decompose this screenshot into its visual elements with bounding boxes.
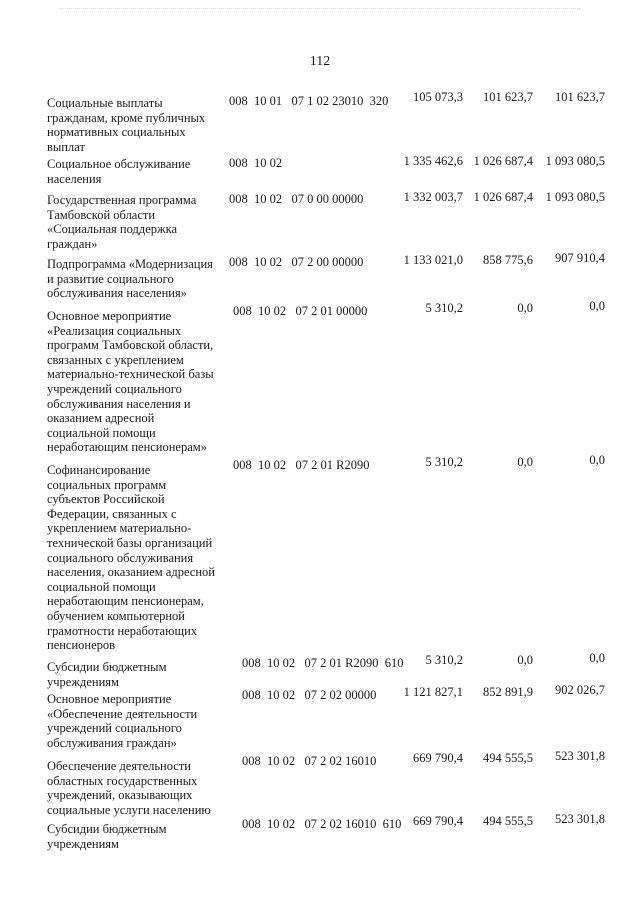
row-code: 008 10 02 07 2 02 00000 xyxy=(242,688,377,702)
row-code: 008 10 02 07 2 01 R2090 xyxy=(233,458,370,472)
row-value-1: 1 133 021,0 xyxy=(403,253,463,267)
row-value-2: 0,0 xyxy=(517,653,533,667)
row-value-1: 5 310,2 xyxy=(425,455,463,469)
row-name: Государственная программа Тамбовской области «Социальная поддержка граждан» xyxy=(47,193,197,251)
row-value-2: 494 555,5 xyxy=(483,751,533,765)
scan-edge-marks xyxy=(60,8,580,11)
row-name: Обеспечение деятельности областных государственных учреждений, оказывающих социальные услуги населению xyxy=(47,759,211,817)
row-code: 008 10 02 07 2 01 00000 xyxy=(233,304,368,318)
row-value-2: 494 555,5 xyxy=(483,814,533,828)
row-value-3: 1 093 080,5 xyxy=(545,190,605,204)
row-value-3: 1 093 080,5 xyxy=(545,154,605,168)
row-code: 008 10 02 xyxy=(229,156,283,170)
row-code: 008 10 02 07 2 02 16010 610 xyxy=(242,817,402,831)
row-value-2: 852 891,9 xyxy=(483,685,533,699)
row-name: Субсидии бюджетным учреждениям xyxy=(47,660,167,689)
row-name: Софинансирование социальных программ субъектов Российской Федерации, связанных с укреплением материально- технической базы организаций социального обслуживания населения, оказанием адресной социальной помощи неработающим пенсионерам, обучением компьютерной грамотности неработающих пенсионеров xyxy=(47,463,215,653)
row-value-1: 5 310,2 xyxy=(425,301,463,315)
row-code: 008 10 02 07 2 01 R2090 610 xyxy=(242,656,404,670)
row-name: Социальные выплаты гражданам, кроме публичных нормативных социальных выплат xyxy=(47,96,206,154)
row-code: 008 10 01 07 1 02 23010 320 xyxy=(229,94,389,108)
row-value-1: 1 332 003,7 xyxy=(403,190,463,204)
page-number: 112 xyxy=(309,54,331,69)
row-name: Основное мероприятие «Реализация социальных программ Тамбовской области, связанных с укреплением материально-технической базы учреждений социального обслуживания населения и оказанием адресной социальной помощи неработающим пенсионерам» xyxy=(47,309,214,455)
row-value-2: 0,0 xyxy=(517,455,533,469)
row-code: 008 10 02 07 2 02 16010 xyxy=(242,754,377,768)
row-value-1: 1 335 462,6 xyxy=(403,154,463,168)
row-value-3: 0,0 xyxy=(589,299,605,313)
row-value-1: 1 121 827,1 xyxy=(403,685,463,699)
row-name: Основное мероприятие «Обеспечение деятельности учреждений социального обслуживания граждан» xyxy=(47,692,198,750)
row-name: Субсидии бюджетным учреждениям xyxy=(47,822,167,851)
row-value-3: 523 301,8 xyxy=(555,812,605,826)
row-value-2: 1 026 687,4 xyxy=(473,154,533,168)
row-value-3: 907 910,4 xyxy=(555,251,605,265)
row-value-3: 523 301,8 xyxy=(555,749,605,763)
row-name: Подпрограмма «Модернизация и развитие социального обслуживания населения» xyxy=(47,257,213,301)
row-value-2: 1 026 687,4 xyxy=(473,190,533,204)
row-code: 008 10 02 07 0 00 00000 xyxy=(229,192,364,206)
row-code: 008 10 02 07 2 00 00000 xyxy=(229,255,364,269)
row-value-1: 669 790,4 xyxy=(413,751,463,765)
row-value-1: 5 310,2 xyxy=(425,653,463,667)
row-name: Социальное обслуживание населения xyxy=(47,157,191,186)
row-value-3: 902 026,7 xyxy=(555,683,605,697)
row-value-1: 105 073,3 xyxy=(413,90,463,104)
row-value-1: 669 790,4 xyxy=(413,814,463,828)
row-value-3: 0,0 xyxy=(589,453,605,467)
row-value-2: 858 775,6 xyxy=(483,253,533,267)
row-value-3: 101 623,7 xyxy=(555,90,605,104)
row-value-2: 101 623,7 xyxy=(483,90,533,104)
row-value-2: 0,0 xyxy=(517,301,533,315)
row-value-3: 0,0 xyxy=(589,651,605,665)
